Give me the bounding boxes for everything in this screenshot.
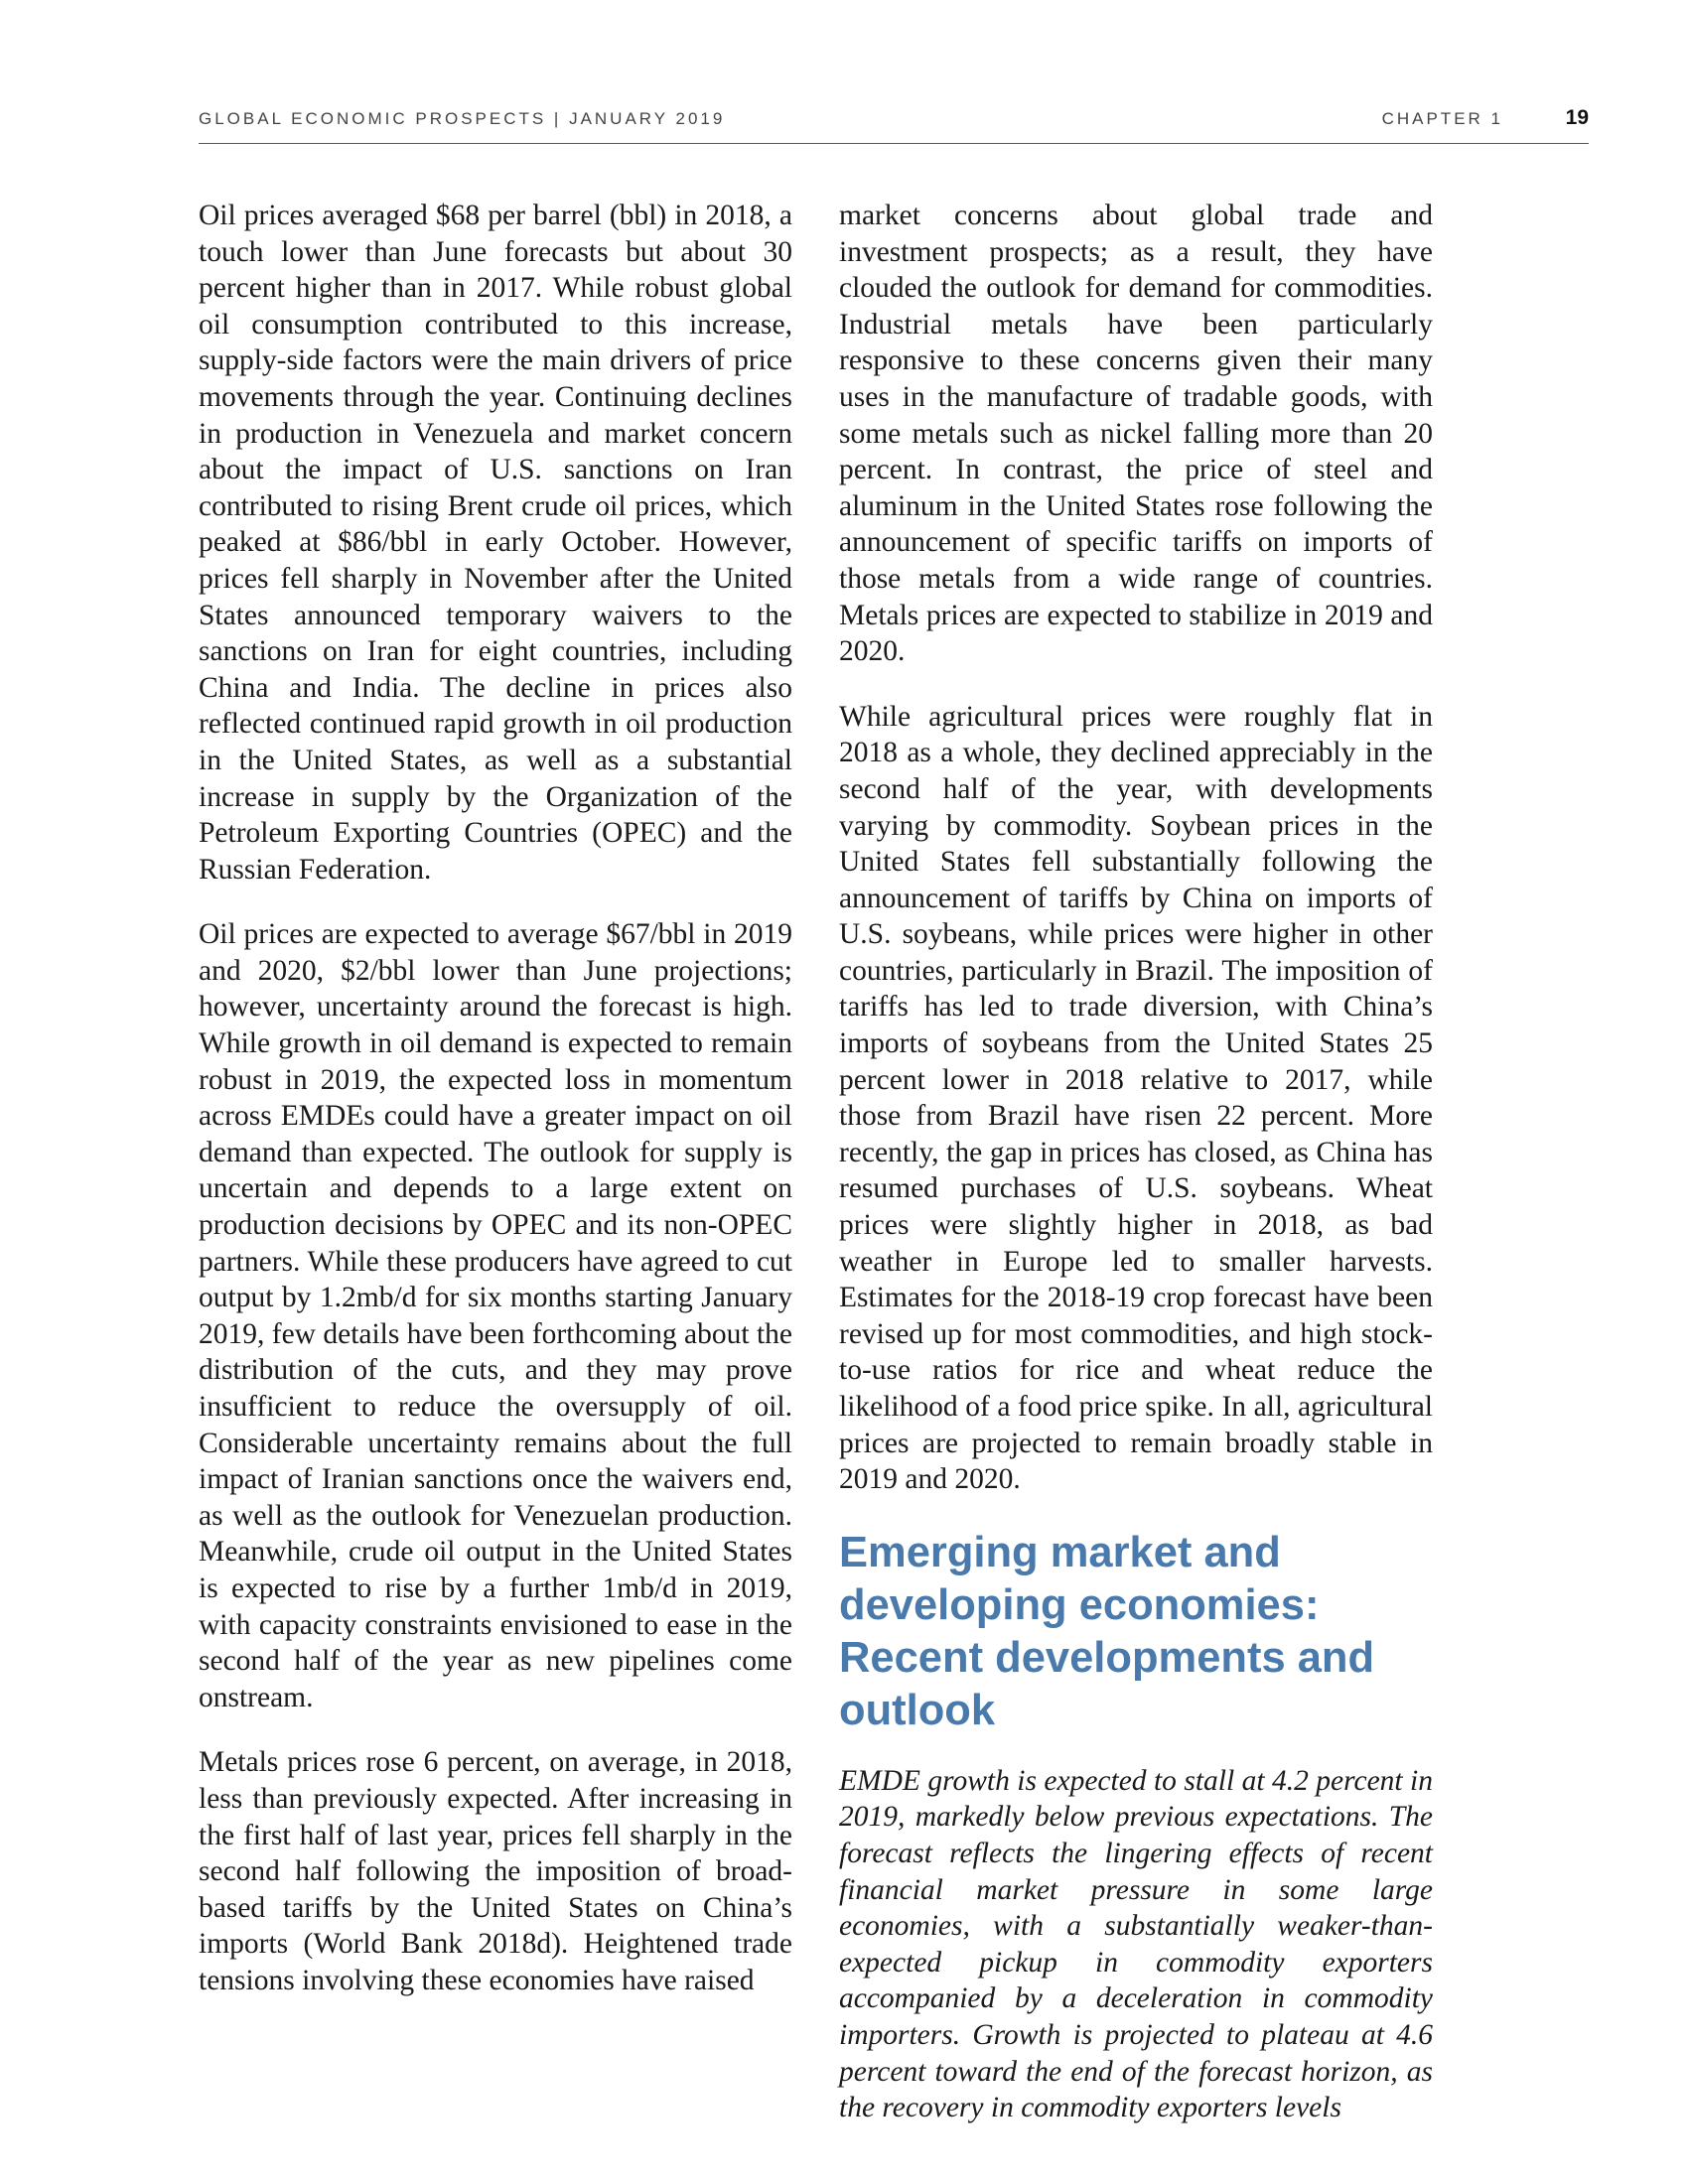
paragraph-oil-prices-2018: Oil prices averaged $68 per barrel (bbl) in 2018, a touch lower than June forecasts but about 30 percent higher than in 2017. While robust global oil consumption contributed to this increase, supply-side factors were the main drivers of price movements through the year. Continuing declines in production in Venezuela and market concern about the impact of U.S. sanctions on Iran contributed to rising Brent crude oil prices, which peaked at $86/bbl in early October. However, prices fell sharply in November after the United States announced temporary waivers to the sanctions on Iran for eight countries, including China and India. The decline in prices also reflected continued rapid growth in oil production in the United States, as well as a substantial increase in supply by the Organization of the Petroleum Exporting Countries (OPEC) and the Russian Federation. bbox=[199, 200, 792, 886]
section-intro: EMDE growth is expected to stall at 4.2 percent in 2019, markedly below previous expectations. The forecast reflects the lingering effects of recent financial market pressure in some large economies, with a substantially weaker-than-expected pickup in commodity exporters accompanied by a deceleration in commodity importers. Growth is projected to plateau at 4.6 percent toward the end of the forecast horizon, as the recovery in commodity exporters levels bbox=[839, 1764, 1433, 2124]
running-header bbox=[199, 107, 1589, 144]
paragraph-market-concerns: market concerns about global trade and investment prospects; as a result, they have clouded the outlook for demand for commodities. Industrial metals have been particularly responsive to these concerns given their many uses in the manufacture of tradable goods, with some metals such as nickel falling more than 20 percent. In contrast, the price of steel and aluminum in the United States rose following the announcement of specific tariffs on imports of those metals from a wide range of countries. Metals prices are expected to stabilize in 2019 and 2020. bbox=[839, 200, 1433, 668]
publication-title: GLOBAL ECONOMIC PROSPECTS | JANUARY 2019 bbox=[199, 109, 726, 128]
section-heading: Emerging market and developing economies: Recent developments and outlook bbox=[839, 1528, 1375, 1734]
paragraph-metals-prices: Metals prices rose 6 percent, on average, in 2018, less than previously expected. After increasing in the first half of last year, prices fell sharply in the second half following the imposition of broad-based tariffs by the United States on China’s imports (World Bank 2018d). Heightened trade tensions involving these economies have raised bbox=[199, 1746, 792, 1996]
left-column bbox=[199, 198, 792, 2028]
right-column bbox=[839, 198, 1433, 2155]
paragraph-agricultural-prices: While agricultural prices were roughly flat in 2018 as a whole, they declined appreciably in the second half of the year, with developments varying by commodity. Soybean prices in the United States fell substantially following the announcement of tariffs by China on imports of U.S. soybeans, while prices were higher in other countries, particularly in Brazil. The imposition of tariffs has led to trade diversion, with China’s imports of soybeans from the United States 25 percent lower in 2018 relative to 2017, while those from Brazil have risen 22 percent. More recently, the gap in prices has closed, as China has resumed purchases of U.S. soybeans. Wheat prices were slightly higher in 2018, as bad weather in Europe led to smaller harvests. Estimates for the 2018-19 crop forecast have been revised up for most commodities, and high stock-to-use ratios for rice and wheat reduce the likelihood of a food price spike. In all, agricultural prices are projected to remain broadly stable in 2019 and 2020. bbox=[839, 700, 1433, 1496]
page-number: 19 bbox=[1565, 106, 1589, 129]
paragraph-oil-outlook: Oil prices are expected to average $67/bbl in 2019 and 2020, $2/bbl lower than June projections; however, uncertainty around the forecast is high. While growth in oil demand is expected to remain robust in 2019, the expected loss in momentum across EMDEs could have a greater impact on oil demand than expected. The outlook for supply is uncertain and depends to a large extent on production decisions by OPEC and its non-OPEC partners. While these producers have agreed to cut output by 1.2mb/d for six months starting January 2019, few details have been forthcoming about the distribution of the cuts, and they may prove insufficient to reduce the oversupply of oil. Considerable uncertainty remains about the full impact of Iranian sanctions once the waivers end, as well as the outlook for Venezuelan production. Meanwhile, crude oil output in the United States is expected to rise by a further 1mb/d in 2019, with capacity constraints envisioned to ease in the second half of the year as new pipelines come onstream. bbox=[199, 918, 793, 1713]
chapter-label: CHAPTER 1 bbox=[1381, 109, 1503, 128]
